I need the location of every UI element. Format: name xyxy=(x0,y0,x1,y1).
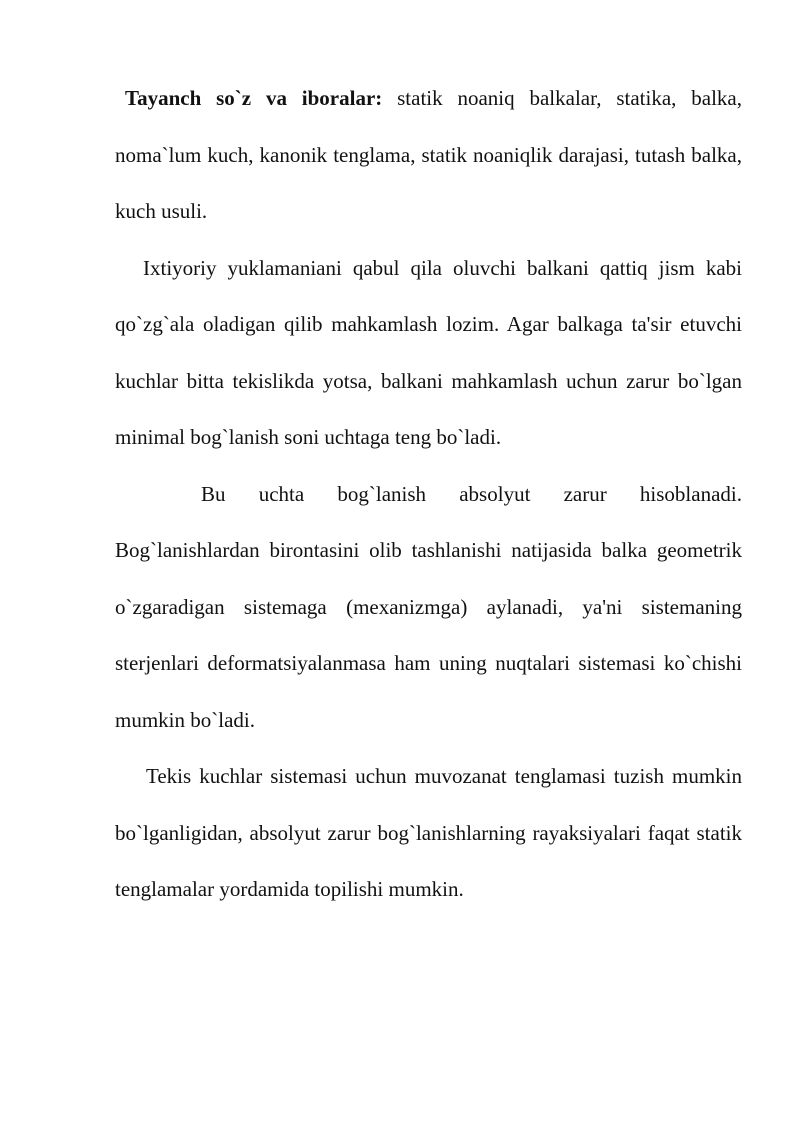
keywords-label: Tayanch so`z va iboralar: xyxy=(125,86,383,110)
paragraph-fixing-beam: Ixtiyoriy yuklamaniani qabul qila oluvchi balkani qattiq jism kabi qo`zg`ala oladigan qilib mahkamlash lozim. Agar balkaga ta'sir etuvchi kuchlar bitta tekislikda yotsa, balkani mahkamlash uchun zarur bo`lgan minimal bog`lanish soni uchtaga teng bo`ladi. xyxy=(115,255,742,449)
keywords-text: statik noaniq balkalar, statika, balka, noma`lum kuch, kanonik tenglama, statik noaniqlik darajasi, tutash balka, kuch usuli. xyxy=(115,86,742,223)
paragraph-absolute-constraints: Bu uchta bog`lanish absolyut zarur hisoblanadi. Bog`lanishlardan birontasini olib tashlanishi natijasida balka geometrik o`zgaradigan sistemaga (mexanizmga) aylanadi, ya'ni sistemaning sterjenlari deformatsiyalanmasa ham uning nuqtalari sistemasi ko`chishi mumkin bo`ladi. xyxy=(115,481,742,732)
paragraph-equilibrium: Tekis kuchlar sistemasi uchun muvozanat tenglamasi tuzish mumkin bo`lganligidan, absolyut zarur bog`lanishlarning rayaksiyalari faqat statik tenglamalar yordamida topilishi mumkin. xyxy=(115,764,742,901)
document-page xyxy=(115,70,742,918)
keywords-paragraph xyxy=(115,70,742,240)
